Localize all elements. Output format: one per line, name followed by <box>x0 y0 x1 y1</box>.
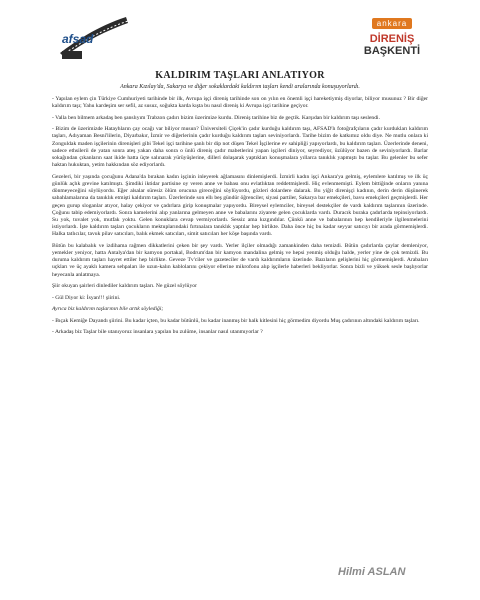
paragraph: - Arkadaş biz Taşlar bile utanıyoruz insanlara yapılan bu zulüme, insanlar nasıl utanmıyorlar ? <box>52 329 263 336</box>
paragraph: Gezeleri, bir yaşında çocuğunu Adana'da bırakan kadın işçinin inleyerek ağlamasını dinlemişlerdi. İzmirli kadın işçi Ankara'ya gelmiş, eylemlere katılmış ve ilk üç günlük açlık grevine katılmıştı. Şimdiki iktidar partisine oy veren anne ve babası onu evlatlıktan reddetmişlerdi. Hiç evlenmemişti. Eylem bittiğinde onların yanına dönmeyeceğini söylüyordu. Eğer alsalar süresiz ölüm orucuna gireceğini söylüyordu, gözleri dolardere dalarak. Bu yiğit direnişçi kadının, derin derin düşünerek sabahlamalarına da tanıklık etmişti kaldırım taşları. Üzerlerinde son ellı beş gündür öğrenciler, siyasi partiler, Sakarya bar emekçileri, bavu emekçileri geçmişlerdi. Her geçen gurup sloganlar atıyor, halay çekiyor ve çadırlara girip konuşmalar yapıyordu. Bireysel eylemciler, bireysel destekçiler de vardı kaldırım taşlarının üzerinde. Çoğunu tabip edemiyorlardı. Sonra kamelerini alıp yanlarına gelmeyen anne ve babalarını ziyarete gelen çocuklarda vardı. Duracık buraka çadırlarda tepinsiyorlardı. Su yok, tuvalet yok, mutfak yoktu. Gelen konuklara cevap vermiyorlardı. Sessiz ama kızgındılar. Çünkü anne ve babalarının hep kendileriyle ilgilenmelerini istiyorlardı. İşte kaldırım taşları çocukların mektuplarındaki fırtınalara tanıklık yaptılar hep birlikte. Daha önce hiç bu kadar seyyar satıcıyı bir arada görmemişlerdi. Halka tatlıcılar, tavuk pilav satıcıları, balık ekmek satıcıları, simit satıcıları her köşe başında vardı. <box>52 173 428 238</box>
article-subtitle: Ankara Kızılay'da, Sakarya ve diğer sokaklardaki kaldırım taşları kendi aralarında konuşuyorlardı. <box>120 84 360 90</box>
article-body <box>52 96 428 341</box>
paragraph: Bütün bu kalabalık ve izdihama rağmen dikkatlerini çeken bir şey vardı. Yerler ilçiler olmadığı zamankinden daha temizdi. Bütün çadırlarda çaylar demleniyor, yemekler yeniyor, hatta Antalya'dan bir kamyon portakal, Bodrum'dan bir kamyon mandalina gelmiş ve hepsi yenmiş olduğu halde, yerler yine de çok temizdi. Bu duruma kaldırım taşları hayret ettiler hep birlikte. Geveze Tv'ciler ve gazeteciler de vardı kaldırımların üzerinde. Bazıların gelişlerini hiç görmemişlerdi. Arabaları uçkları ve üç ayaklı kamera sehpaları ile uzun-kalın kablolarını çekiyor ellerine mikrofonu alıp işçilerle haberleri bekliyorlar. Sonra bizli ve yüksek sesle başlıyorlar heyecanla anlatmaya. <box>52 242 428 278</box>
logo-direnis-label: DİRENİŞ <box>369 33 415 45</box>
direnis-baskenti-logo <box>356 12 428 70</box>
author-signature: Hilmi ASLAN <box>338 566 406 578</box>
paragraph: - Gül Diyor ki: İsyan!!! şiirini. <box>52 294 121 301</box>
paragraph: - Bıçak Kemiğe Dayandı şiirini. Bu kadar içten, bu kadar bütünlü, bu kadar inanmış bir halk kitlesini hiç görmedim diyordu Muş çadırının altındaki kaldırım taşları. <box>52 317 420 324</box>
logo-ankara-label: ankara <box>372 18 412 29</box>
paragraph: Ayrıca biz kaldırım taşlarının bile artık söylediği; <box>52 306 164 313</box>
paragraph: Şiir okuyan şairleri dinlediler kaldırım taşları. Ne güzel söylüyor <box>52 283 197 290</box>
paragraph: - Bizim de üzerimizde Hatayhların çay ocağı var biliyor musun? Üniversiteli Çiçek'in çadır kurduğu kaldırım taşı, AFSAD'lı fotoğrafçıların çadır kurdukları kaldırım taşları, Adıyaman Besni'lilerin, Diyarbakır, İzmir ve diğerlerinin çadır kurduğu kaldırım taşları seviniyorlardı. Tarihe bizim de katkımız oldu diye. Ne mutlu onlara ki Zonguldak maden işçilerinin direnişleri gibi Tekel işçi tarihine şanlı bir dip not düşen Tekel İşçilerine ev sahipliği yapıyorlardı, bu kaldırım taşları. Üzerlerinde deneni, sadece ethsilerii de yatan sonra ateş yakan daha sonra o ünlü direniş çadır mabetlerini yapan işçileri diniyor, seyrediyor, üzülüyor bazen de seviniyorlardı. Barlar sokağından çıkanların saat ikide hatta üçte salınarak yürüyüşlerine, dilleri dolaşarak yaptıkları konuşmalara yıllarca tanıklık yapmıştı bu taşlar. Bu gelenler bu sefer haktan hukuktan, yetim hakkından söz ediyorlardı. <box>52 126 428 169</box>
paragraph: - Yapılan eylem çin Türkiye Cumhuriyeti tarihinde bir ilk, Avrupa işçi direniş tarihinde son on yılın en önemli işçi hareketiymiş diyorlar, biliyor musunuz ? Bir diğer kaldırım taşı; Yahu kardeşim ser sefil, az susuz, soğukta karda kışta bu nasıl direniş ki Avrupa işçi tarihine geçiyor. <box>52 96 428 110</box>
paragraph: - Valla ben bilmem arkadaş ben şanslıyım Trabzon çadırı bizim üzerimize kurdu. Direniş tarihine biz de geçtik. Karşıdan bir kaldırım taşı seslendi. <box>52 114 380 121</box>
logo-baskenti-label: BAŞKENTİ <box>363 45 421 57</box>
afsad-logo-text: afsad <box>62 32 94 46</box>
article-title: KALDIRIM TAŞLARI ANLATIYOR <box>155 70 325 81</box>
